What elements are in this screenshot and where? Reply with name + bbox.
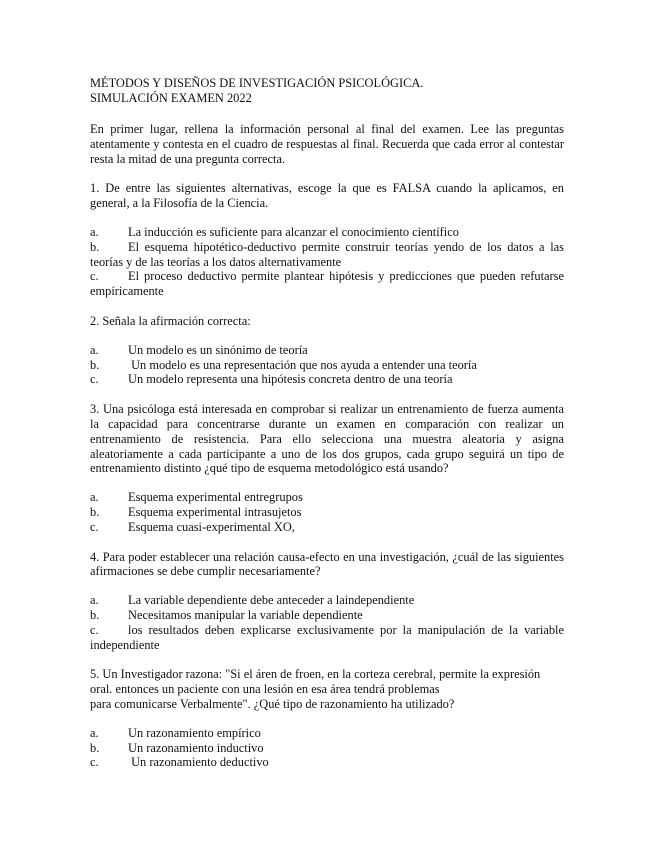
question-4-text: 4. Para poder establecer una relación causa-efecto en una investigación, ¿cuál de las siguientes afirmaciones se debe cumplir necesariamente? [90,549,564,579]
question-5-option-c [90,755,564,770]
option-text: La inducción es suficiente para alcanzar el conocimiento científico [128,224,459,239]
option-text: Un modelo es un sinónimo de teoría [128,342,308,357]
option-letter: c. [90,622,99,637]
option-text: Esquema experimental intrasujetos [128,504,302,519]
option-text: Un modelo es una representación que nos ayuda a entender una teoría [128,357,477,372]
question-3-text: 3. Una psicóloga está interesada en comprobar si realizar un entrenamiento de fuerza aumenta la capacidad para concentrarse durante un examen en comparación con realizar un entrenamiento de resistencia. Para ello selecciona una muestra aleatoria y asigna aleatoriamente a cada participante a uno de los dos grupos, cada grupo seguirá un tipo de entrenamiento distinto ¿qué tipo de esquema metodológico está usando? [90,402,564,476]
document-title: MÉTODOS Y DISEÑOS DE INVESTIGACIÓN PSICOLÓGICA. [90,76,424,90]
question-5-line-1: 5. Un Investigador razona: "Si el áren de froen, en la corteza cerebral, permite la expresión [90,667,541,682]
option-letter: a. [90,342,99,357]
option-letter: a. [90,490,99,505]
option-text: Un razonamiento inductivo [128,740,264,755]
option-letter: c. [90,755,99,770]
question-4-option-a [90,593,564,608]
question-5-text [90,667,564,711]
question-4-option-c [90,623,564,653]
question-3-option-b [90,505,564,520]
option-text: El esquema hipotético-deductivo permite construir teorías yendo de los datos a las teorías y de las teorías a los datos alternativamente [90,239,564,269]
option-text: los resultados deben explicarse exclusivamente por la manipulación de la variable independiente [90,622,564,652]
question-2-option-b [90,358,564,373]
option-text: Un modelo representa una hipótesis concreta dentro de una teoría [128,372,453,387]
question-3-options [90,490,564,534]
question-5-line-2: oral. entonces un paciente con una lesión en esa área tendrá problemas [90,682,440,697]
option-letter: a. [90,224,99,239]
option-letter: b. [90,740,100,755]
option-text: Esquema experimental entregrupos [128,490,303,505]
question-2-option-c [90,372,564,387]
option-text: Necesitamos manipular la variable dependiente [128,607,363,622]
option-text: El proceso deductivo permite plantear hipótesis y predicciones que pueden refutarse empíricamente [90,269,564,299]
option-letter: c. [90,519,99,534]
intro-paragraph: En primer lugar, rellena la información personal al final del examen. Lee las preguntas atentamente y contesta en el cuadro de respuestas al final. Recuerda que cada error al contestar resta la mitad de una pregunta correcta. [90,122,564,166]
question-3-option-c [90,520,564,535]
option-letter: c. [90,269,99,284]
question-1-option-c [90,269,564,299]
option-letter: a. [90,725,99,740]
question-5-option-a [90,726,564,741]
question-5-option-b [90,741,564,756]
question-5-line-3: para comunicarse Verbalmente". ¿Qué tipo de razonamiento ha utilizado? [90,696,455,711]
question-5-options [90,726,564,770]
option-text: La variable dependiente debe anteceder a laindependiente [128,593,415,608]
question-2-text: 2. Señala la afirmación correcta: [90,313,251,328]
question-2-options [90,343,564,387]
option-letter: a. [90,593,99,608]
question-4-options [90,593,564,652]
document-page [90,76,564,770]
option-letter: b. [90,357,100,372]
question-1-options [90,225,564,299]
question-2-option-a [90,343,564,358]
option-letter: b. [90,504,100,519]
question-1-text: 1. De entre las siguientes alternativas, escoge la que es FALSA cuando la aplicamos, en general, a la Filosofía de la Ciencia. [90,181,564,211]
question-4-option-b [90,608,564,623]
option-letter: b. [90,607,100,622]
question-1-option-a [90,225,564,240]
option-text: Un razonamiento deductivo [128,755,269,770]
option-letter: c. [90,372,99,387]
option-text: Un razonamiento empírico [128,725,261,740]
question-3-option-a [90,490,564,505]
option-text: Esquema cuasi-experimental XO, [128,519,295,534]
question-1-option-b [90,240,564,270]
option-letter: b. [90,239,100,254]
document-subtitle: SIMULACIÓN EXAMEN 2022 [90,91,252,105]
